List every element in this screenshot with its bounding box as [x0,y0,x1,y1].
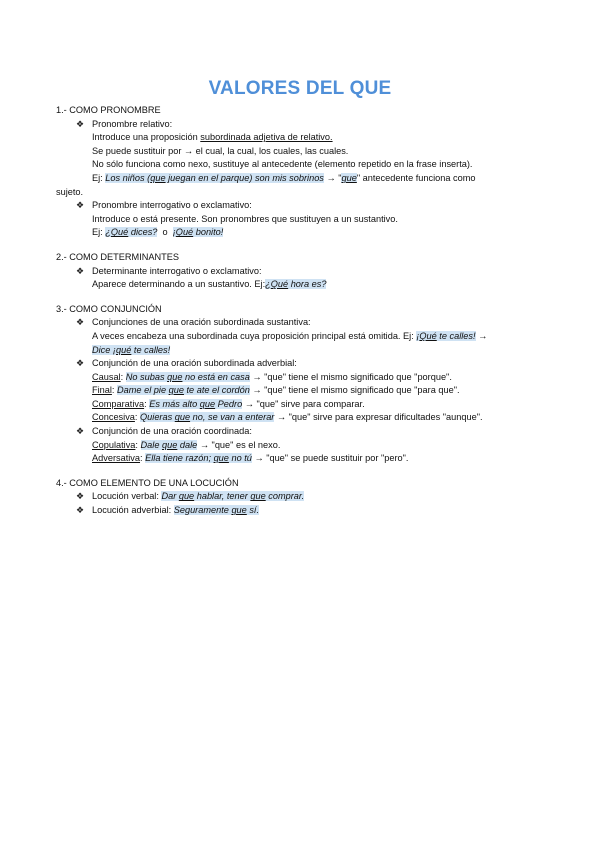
diamond-bullet-icon: ❖ [76,200,85,211]
highlighted-example: Dice ¡qué te calles! [92,344,171,355]
bullet-label: Conjunción de una oración subordinada adverbial: [92,358,297,369]
example-line [56,330,546,344]
bullet-label: Locución adverbial: [92,505,174,516]
highlighted-example: Ella tiene razón; que no tú [145,453,252,464]
example-line [56,278,546,292]
diamond-bullet-icon: ❖ [76,358,85,369]
bullet-label: Determinante interrogativo o exclamativo: [92,265,262,276]
text-span: Aparece determinando a un sustantivo. Ej: [92,279,266,290]
bullet-label: Locución verbal: [92,491,162,502]
term-label: Comparativa [92,398,145,409]
highlighted-example: ¡Qué bonito! [172,227,224,238]
text-span: A veces encabeza una subordinada cuya proposición principal está omitida. Ej: [92,330,417,341]
bullet-item [56,265,546,279]
text-span: o [157,227,173,238]
highlighted-example: No subas que no está en casa [125,371,250,382]
highlighted-example: Es más alto que Pedro [149,398,243,409]
example-line [56,226,546,240]
bullet-label: Conjunción de una oración coordinada: [92,426,252,437]
text-line: Introduce o está presente. Son pronombres que sustituyen a un sustantivo. [92,213,398,224]
term-label: Concesiva [92,412,135,423]
text-span: " antecedente funciona como [356,172,476,183]
diamond-bullet-icon: ❖ [76,118,85,129]
text-span: : [144,398,150,409]
bullet-item [56,357,546,371]
example-line [56,344,546,358]
text-span: : [140,453,146,464]
text-line: sujeto. [56,186,84,197]
bullet-item [56,490,546,504]
text-span: → [475,330,488,341]
text-line: Se puede sustituir por → el cual, la cual, los cuales, las cuales. [92,145,349,156]
bullet-item [56,199,546,213]
bullet-item [56,425,546,439]
text-span: → "que" tiene el mismo significado que "para que". [249,385,460,396]
highlighted-example: ¡Qué te calles! [416,330,476,341]
section-heading-3: 3.- COMO CONJUNCIÓN [56,303,162,314]
section-heading-4: 4.- COMO ELEMENTO DE UNA LOCUCIÓN [56,477,239,488]
highlighted-example: Dame el pie que te ate el cordón [117,385,250,396]
diamond-bullet-icon: ❖ [76,317,85,328]
text-span: → "que" sirve para comparar. [242,398,365,409]
text-span: → "que" es el nexo. [197,439,281,450]
page-title: VALORES DEL QUE [208,78,392,99]
bullet-label: Pronombre relativo: [92,118,173,129]
document-body [56,104,546,518]
highlighted-example: Quieras que no, se van a enterar [140,412,275,423]
text-span: Ej: [92,227,106,238]
term-label: Adversativa [92,453,141,464]
bullet-label: Conjunciones de una oración subordinada sustantiva: [92,317,311,328]
example-line [56,371,546,385]
text-span: → "que" sirve para expresar dificultades "aunque". [274,412,483,423]
bullet-item [56,504,546,518]
text-line: No sólo funciona como nexo, sustituye al antecedente (elemento repetido en la frase inserta). [92,159,473,170]
section-heading-1: 1.- COMO PRONOMBRE [56,105,161,115]
highlighted-example: ¿Qué dices? [105,227,158,238]
highlighted-example: ¿Qué hora es? [265,279,327,290]
example-line [56,452,546,466]
text-line [56,131,546,145]
term-label: Copulativa [92,439,136,450]
highlighted-example: Los niños (que juegan en el parque) son mis sobrinos [105,172,324,183]
example-line [56,439,546,453]
section-heading-2: 2.- COMO DETERMINANTES [56,251,180,262]
text-span: → "que" se puede sustituir por "pero". [251,453,409,464]
bullet-item [56,316,546,330]
bullet-item [56,118,546,132]
diamond-bullet-icon: ❖ [76,505,85,516]
text-span: : [120,371,126,382]
example-line [56,384,546,398]
underlined-term: subordinada adjetiva de relativo. [200,132,333,143]
diamond-bullet-icon: ❖ [76,491,85,502]
example-line [56,398,546,412]
highlighted-example: Dale que dale [140,439,198,450]
text-span: : [135,439,141,450]
text-span: : [134,412,141,423]
term-label: Causal [92,371,121,382]
diamond-bullet-icon: ❖ [76,265,85,276]
text-span: → " [323,172,342,183]
example-line [56,172,546,186]
example-line [56,411,546,425]
highlighted-example: Seguramente que sí. [173,505,260,516]
text-span: Ej: [92,172,106,183]
bullet-label: Pronombre interrogativo o exclamativo: [92,200,252,211]
diamond-bullet-icon: ❖ [76,426,85,437]
text-span: : [111,385,118,396]
highlighted-example: que [341,172,357,183]
text-span: Introduce una proposición [92,132,201,143]
highlighted-example: Dar que hablar, tener que comprar. [161,491,305,502]
text-span: → "que" tiene el mismo significado que "porque". [249,371,452,382]
term-label: Final [92,385,112,396]
